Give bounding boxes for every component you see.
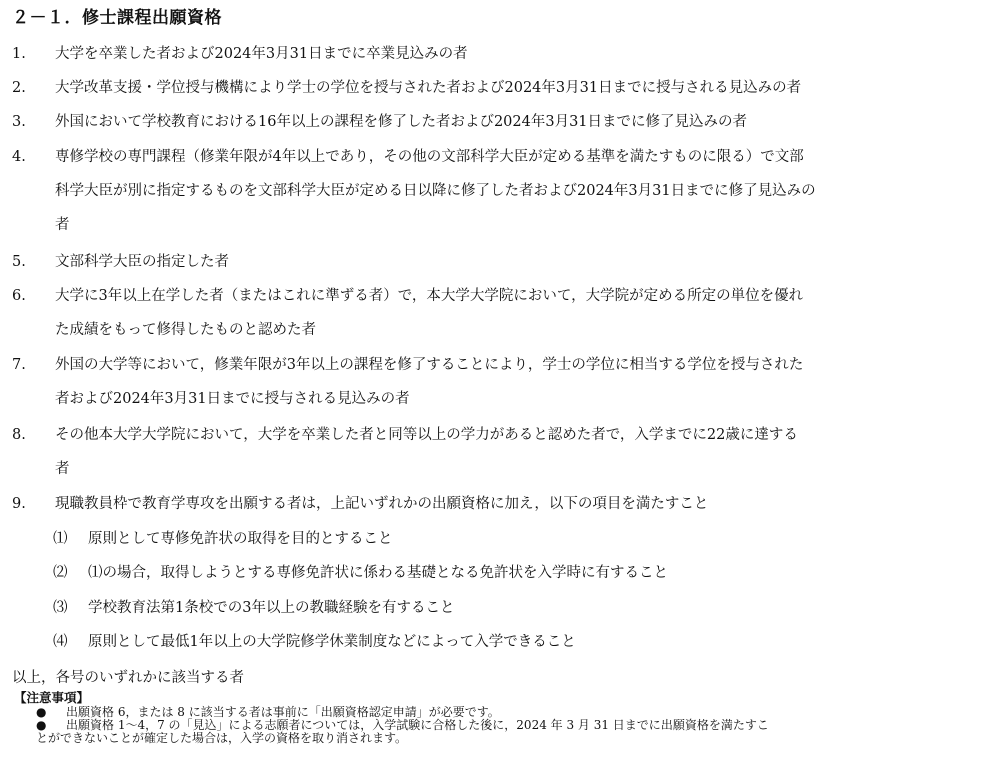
sub-list-item	[0, 625, 986, 659]
item-number: 7.	[12, 357, 26, 373]
list-item	[0, 279, 986, 349]
sub-item-text: ⑴の場合，取得しようとする専修免許状に係わる基礎となる免許状を入学時に有すること	[88, 565, 668, 581]
note-text-line: 出願資格 1～4，7 の「見込」による志願者については，入学試験に合格した後に，2024 年 3 月 31 日までに出願資格を満たすこ	[66, 718, 769, 732]
list-item	[0, 37, 986, 71]
item-text-line: 大学に3年以上在学した者（またはこれに準ずる者）で，本大学大学院において，大学院が定める所定の単位を優れ	[55, 288, 804, 304]
sub-item-number: ⑴	[53, 531, 68, 547]
sub-list-item	[0, 556, 986, 590]
notes-section	[14, 690, 964, 745]
note-text-line: 出願資格 6，または 8 に該当する者は事前に「出願資格認定申請」が必要です。	[66, 705, 500, 719]
section-heading: ２－１．修士課程出願資格	[12, 8, 222, 28]
summary-text: 以上，各号のいずれかに該当する者	[12, 670, 244, 686]
item-text-line: 科学大臣が別に指定するものを文部科学大臣が定める日以降に修了した者および2024年3月31日までに修了見込みの	[55, 183, 816, 199]
sub-item-number: ⑶	[53, 600, 68, 616]
item-text-line: 者	[55, 461, 70, 477]
item-number: 9.	[12, 496, 26, 512]
sub-list-item	[0, 591, 986, 625]
bullet-icon: ●	[36, 718, 47, 732]
list-item	[0, 418, 986, 488]
item-number: 1.	[12, 46, 26, 62]
list-item	[0, 71, 986, 105]
item-number: 6.	[12, 288, 26, 304]
item-text: 大学を卒業した者および2024年3月31日までに卒業見込みの者	[55, 46, 468, 62]
bullet-icon: ●	[36, 705, 47, 719]
notes-title: 【注意事項】	[14, 690, 90, 705]
item-text-line: 者	[55, 217, 70, 233]
list-item	[0, 245, 986, 279]
item-number: 3.	[12, 114, 26, 130]
item-text-line: 外国の大学等において，修業年限が3年以上の課程を修了することにより，学士の学位に相当する学位を授与された	[55, 357, 804, 373]
item-text-line: その他本大学大学院において，大学を卒業した者と同等以上の学力があると認めた者で，入学までに22歳に達する	[55, 427, 798, 443]
list-item	[0, 348, 986, 418]
sub-item-number: ⑵	[53, 565, 68, 581]
item-text-line: 専修学校の専門課程（修業年限が4年以上であり，その他の文部科学大臣が定める基準を満たすものに限る）で文部	[55, 149, 804, 165]
item-number: 5.	[12, 254, 26, 270]
sub-item-number: ⑷	[53, 634, 68, 650]
item-text: 外国において学校教育における16年以上の課程を修了した者および2024年3月31日までに修了見込みの者	[55, 114, 748, 130]
list-item	[0, 105, 986, 139]
item-number: 2.	[12, 80, 26, 96]
note-item	[14, 719, 964, 745]
list-item	[0, 487, 986, 521]
list-item	[0, 140, 986, 245]
sub-item-text: 原則として専修免許状の取得を目的とすること	[88, 531, 393, 547]
note-text-line: とができないことが確定した場合は，入学の資格を取り消されます。	[36, 731, 408, 745]
sub-item-text: 原則として最低1年以上の大学院修学休業制度などによって入学できること	[88, 634, 576, 650]
item-number: 8.	[12, 427, 26, 443]
item-text: 大学改革支援・学位授与機構により学士の学位を授与された者および2024年3月31日までに授与される見込みの者	[55, 80, 802, 96]
sub-list-item	[0, 522, 986, 556]
item-text-line: た成績をもって修得したものと認めた者	[55, 322, 316, 338]
item-text: 現職教員枠で教育学専攻を出願する者は，上記いずれかの出願資格に加え，以下の項目を満たすこと	[55, 496, 709, 512]
item-text-line: 者および2024年3月31日までに授与される見込みの者	[55, 391, 410, 407]
item-text: 文部科学大臣の指定した者	[55, 254, 229, 270]
item-number: 4.	[12, 149, 26, 165]
sub-item-text: 学校教育法第1条校での3年以上の教職経験を有すること	[88, 600, 455, 616]
